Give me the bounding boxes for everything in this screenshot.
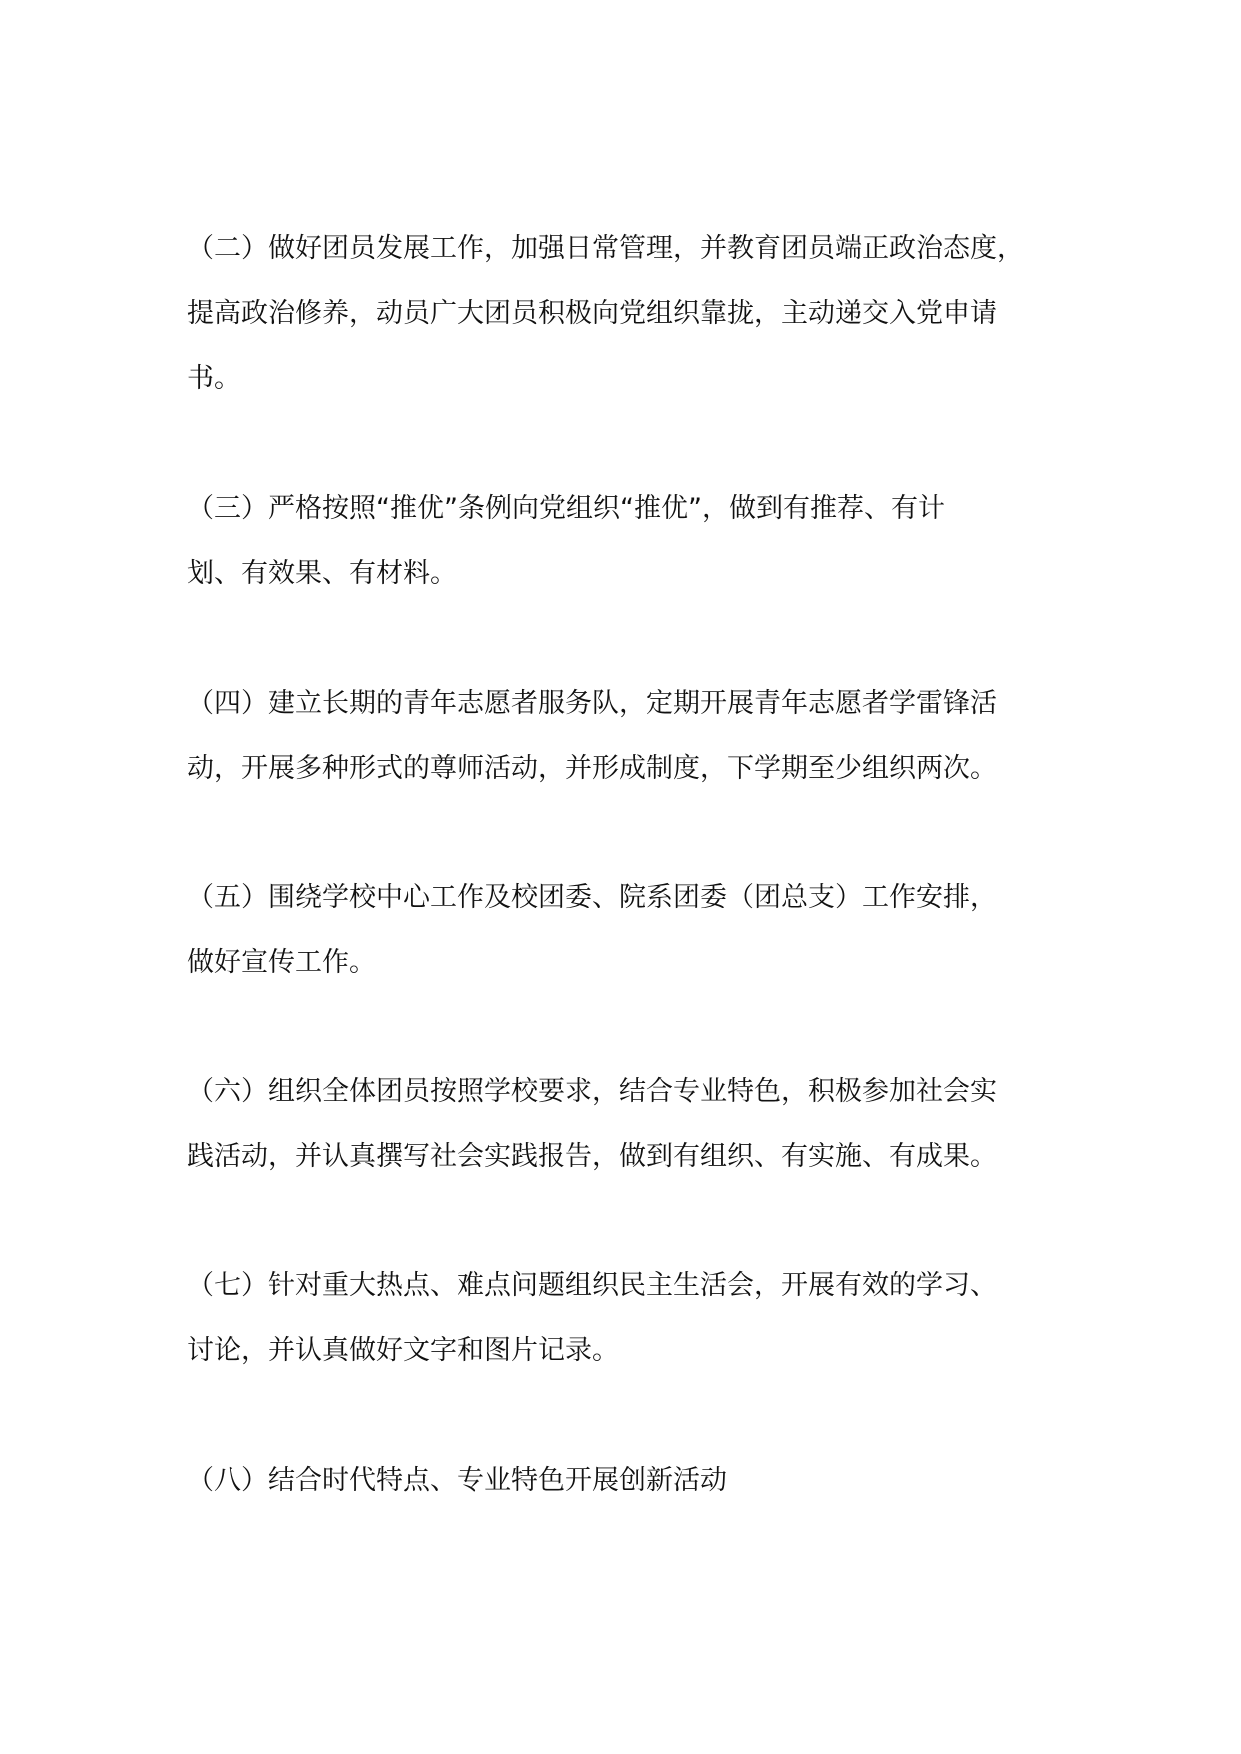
paragraph-5 [187,865,1087,995]
paragraph-line: （二）做好团员发展工作，加强日常管理，并教育团员端正政治态度， [187,233,1024,264]
paragraph-line: 做好宣传工作。 [187,947,376,978]
paragraph-line: 划、有效果、有材料。 [187,558,457,589]
paragraph-2 [187,216,1087,411]
paragraph-line: （三）严格按照“推优”条例向党组织“推优”，做到有推荐、有计 [187,493,945,524]
paragraph-line: 践活动，并认真撰写社会实践报告，做到有组织、有实施、有成果。 [187,1141,997,1172]
paragraph-line: （七）针对重大热点、难点问题组织民主生活会，开展有效的学习、 [187,1270,997,1301]
paragraph-line: 讨论，并认真做好文字和图片记录。 [187,1335,619,1366]
paragraph-line: 书。 [187,363,241,394]
paragraph-6 [187,1059,1087,1189]
paragraph-line: 提高政治修养，动员广大团员积极向党组织靠拢，主动递交入党申请 [187,298,997,329]
paragraph-3 [187,476,1087,606]
paragraph-line: （五）围绕学校中心工作及校团委、院系团委（团总支）工作安排， [187,882,997,913]
paragraph-line: （四）建立长期的青年志愿者服务队，定期开展青年志愿者学雷锋活 [187,688,997,719]
paragraph-line: （八）结合时代特点、专业特色开展创新活动 [187,1465,727,1496]
paragraph-4 [187,671,1087,801]
paragraph-line: 动，开展多种形式的尊师活动，并形成制度，下学期至少组织两次。 [187,753,997,784]
paragraph-8 [187,1448,1087,1513]
paragraph-line: （六）组织全体团员按照学校要求，结合专业特色，积极参加社会实 [187,1076,997,1107]
paragraph-7 [187,1253,1087,1383]
